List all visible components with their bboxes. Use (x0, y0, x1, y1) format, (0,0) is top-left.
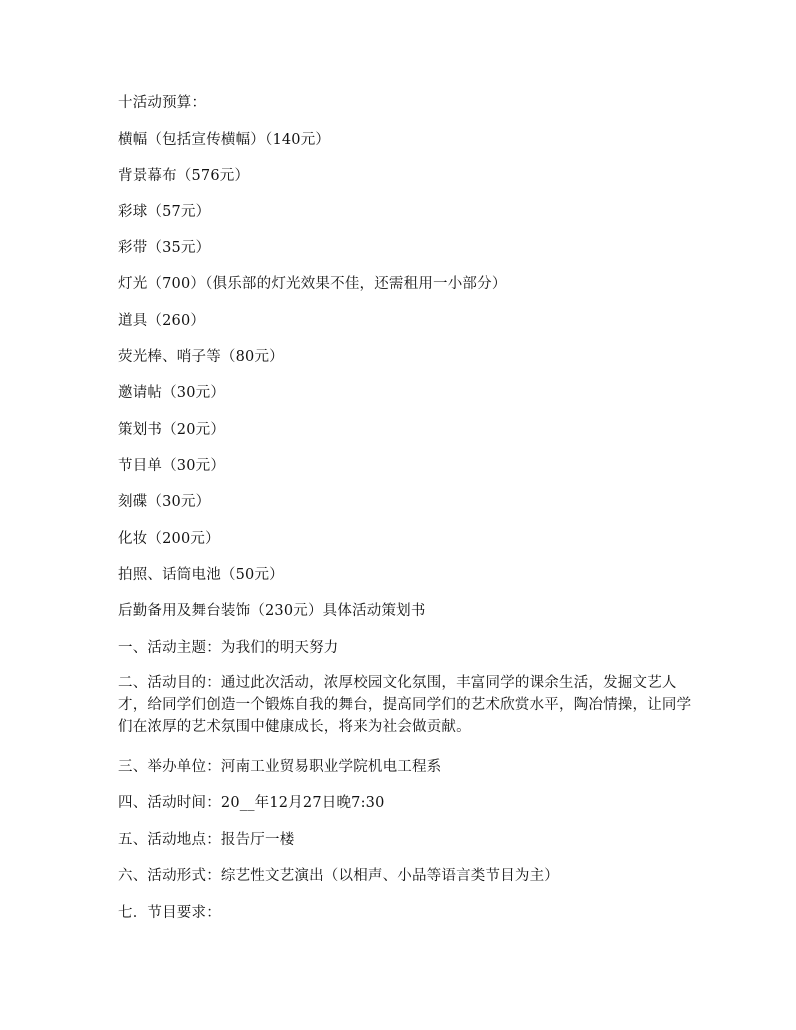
section-organizer: 三、举办单位：河南工业贸易职业学院机电工程系 (118, 759, 442, 775)
budget-item-glowsticks: 荧光棒、哨子等（80元） (118, 349, 284, 365)
budget-item-lighting: 灯光（700）（俱乐部的灯光效果不佳，还需租用一小部分） (118, 276, 507, 292)
budget-item-invitations: 邀请帖（30元） (118, 385, 226, 401)
budget-item-banner: 横幅（包括宣传横幅）（140元） (118, 132, 331, 148)
budget-item-disc: 刻碟（30元） (118, 494, 211, 510)
budget-item-proposal: 策划书（20元） (118, 422, 226, 438)
section-time: 四、活动时间：20__年12月27日晚7:30 (118, 795, 385, 811)
budget-heading: 十活动预算： (118, 95, 207, 111)
budget-item-logistics: 后勤备用及舞台装饰（230元）具体活动策划书 (118, 603, 426, 619)
budget-item-photo: 拍照、话筒电池（50元） (118, 567, 284, 583)
budget-item-ribbons: 彩带（35元） (118, 240, 211, 256)
section-requirements: 七．节目要求： (118, 905, 221, 921)
section-location: 五、活动地点：报告厅一楼 (118, 832, 295, 848)
budget-item-program: 节目单（30元） (118, 458, 226, 474)
section-theme: 一、活动主题：为我们的明天努力 (118, 640, 339, 656)
budget-item-props: 道具（260） (118, 313, 206, 329)
budget-item-backdrop: 背景幕布（576元） (118, 168, 250, 184)
section-format: 六、活动形式：综艺性文艺演出（以相声、小品等语言类节目为主） (118, 868, 559, 884)
budget-item-makeup: 化妆（200元） (118, 531, 220, 547)
budget-item-balloons: 彩球（57元） (118, 204, 211, 220)
section-purpose: 二、活动目的：通过此次活动，浓厚校园文化氛围，丰富同学的课余生活，发掘文艺人才，给同学们创造一个锻炼自我的舞台，提高同学们的艺术欣赏水平，陶冶情操，让同学们在浓厚的艺术氛围中健康成长，将来为社会做贡献。 (118, 675, 692, 735)
